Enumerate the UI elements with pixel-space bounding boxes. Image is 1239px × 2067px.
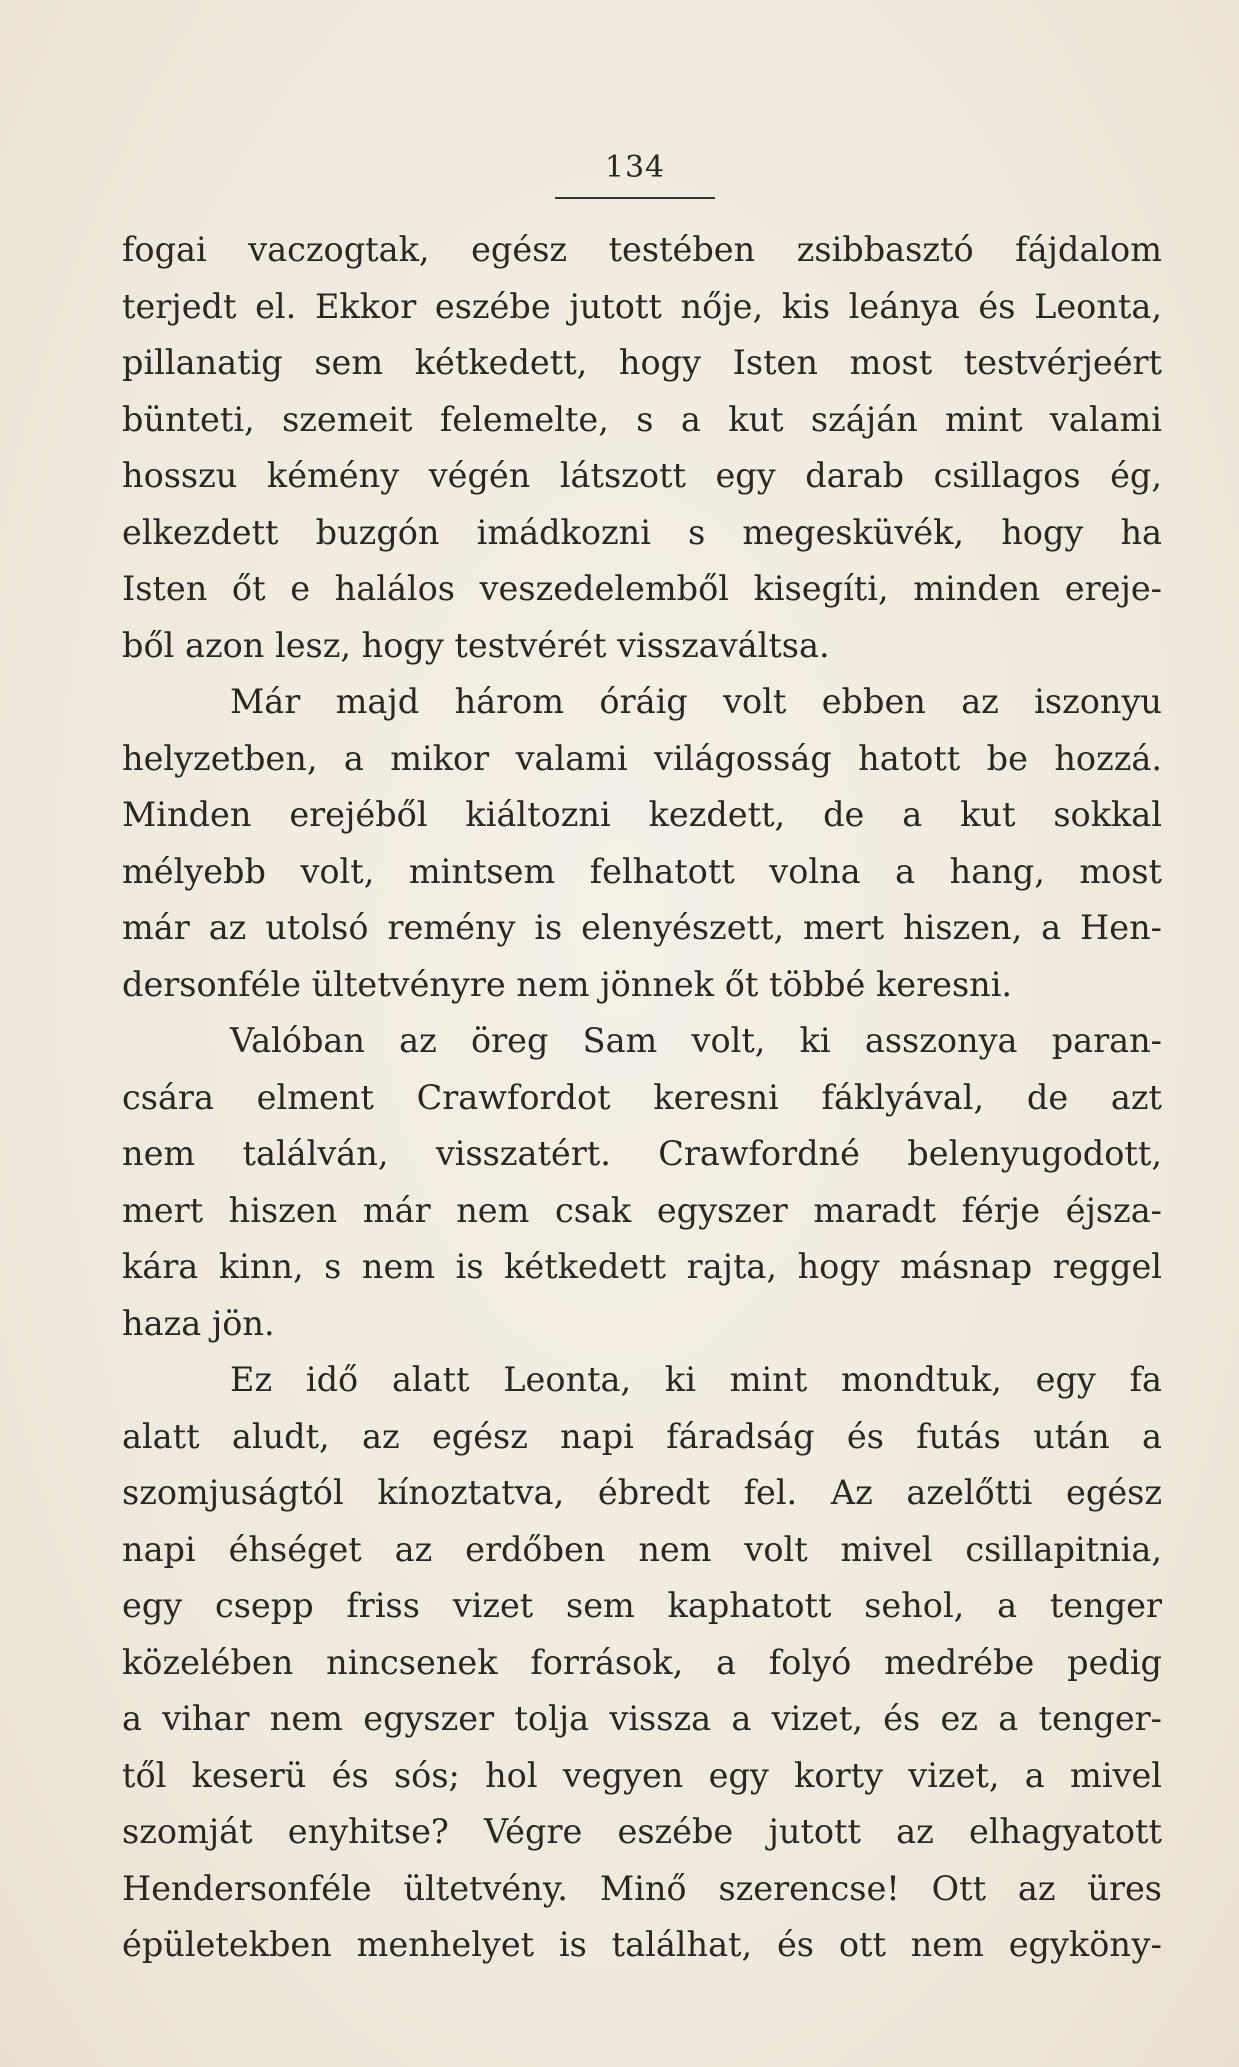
text-line: Isten őt e halálos veszedelemből kisegíti, minden ereje- xyxy=(122,569,1162,608)
paragraph-start-line: Valóban az öreg Sam volt, ki asszonya paran- xyxy=(230,1021,1162,1060)
text-line: helyzetben, a mikor valami világosság hatott be hozzá. xyxy=(122,738,1162,778)
text-line: mert hiszen már nem csak egyszer maradt férje éjsza- xyxy=(122,1190,1162,1230)
text-line: fogai vaczogtak, egész testében zsibbasztó fájdalom xyxy=(122,230,1162,269)
text-line: nem találván, visszatért. Crawfordné belenyugodott, xyxy=(122,1134,1162,1173)
text-line: közelében nincsenek források, a folyó medrébe pedig xyxy=(122,1642,1162,1682)
text-line: dersonféle ültetvényre nem jönnek őt többé keresni. xyxy=(122,964,1013,1004)
text-line: napi éhséget az erdőben nem volt mivel csillapitnia, xyxy=(122,1529,1162,1569)
text-line: terjedt el. Ekkor eszébe jutott nője, kis leánya és Leonta, xyxy=(122,286,1162,326)
text-line: pillanatig sem kétkedett, hogy Isten most testvérjeért xyxy=(122,343,1162,382)
text-line: szomjuságtól kínoztatva, ébredt fel. Az azelőtti egész xyxy=(122,1473,1162,1512)
text-line: már az utolsó remény is elenyészett, mert hiszen, a Hen- xyxy=(122,908,1162,947)
header-rule xyxy=(555,197,715,199)
text-line: től keserü és sós; hol vegyen egy korty vizet, a mivel xyxy=(122,1755,1162,1795)
text-line: csára elment Crawfordot keresni fáklyával, de azt xyxy=(122,1077,1162,1117)
text-line: haza jön. xyxy=(122,1303,275,1343)
paragraph-start-line: Ez idő alatt Leonta, ki mint mondtuk, egy fa xyxy=(230,1360,1162,1399)
text-line: egy csepp friss vizet sem kaphatott sehol, a tenger xyxy=(122,1586,1162,1625)
page-number: 134 xyxy=(604,150,666,185)
text-line: bünteti, szemeit felemelte, s a kut száján mint valami xyxy=(122,399,1162,439)
text-line: Hendersonféle ültetvény. Minő szerencse! Ott az üres xyxy=(122,1868,1162,1908)
text-line: szomját enyhitse? Végre eszébe jutott az elhagyatott xyxy=(122,1812,1162,1851)
text-line: elkezdett buzgón imádkozni s megesküvék, hogy ha xyxy=(122,512,1162,552)
text-line: hosszu kémény végén látszott egy darab csillagos ég, xyxy=(122,456,1162,495)
text-line: kára kinn, s nem is kétkedett rajta, hogy másnap reggel xyxy=(122,1247,1162,1286)
text-line: alatt aludt, az egész napi fáradság és futás után a xyxy=(122,1416,1162,1456)
text-line: Minden erejéből kiáltozni kezdett, de a kut sokkal xyxy=(122,795,1162,834)
paragraph-start-line: Már majd három óráig volt ebben az iszonyu xyxy=(230,682,1162,721)
text-line: épületekben menhelyet is találhat, és ott nem egykönу- xyxy=(122,1925,1162,1964)
text-line: mélyebb volt, mintsem felhatott volna a hang, most xyxy=(122,851,1162,891)
text-line: ből azon lesz, hogy testvérét visszaváltsa. xyxy=(122,625,830,665)
body-text xyxy=(122,222,1162,1974)
text-line: a vihar nem egyszer tolja vissza a vizet, és ez a tenger- xyxy=(122,1699,1162,1738)
